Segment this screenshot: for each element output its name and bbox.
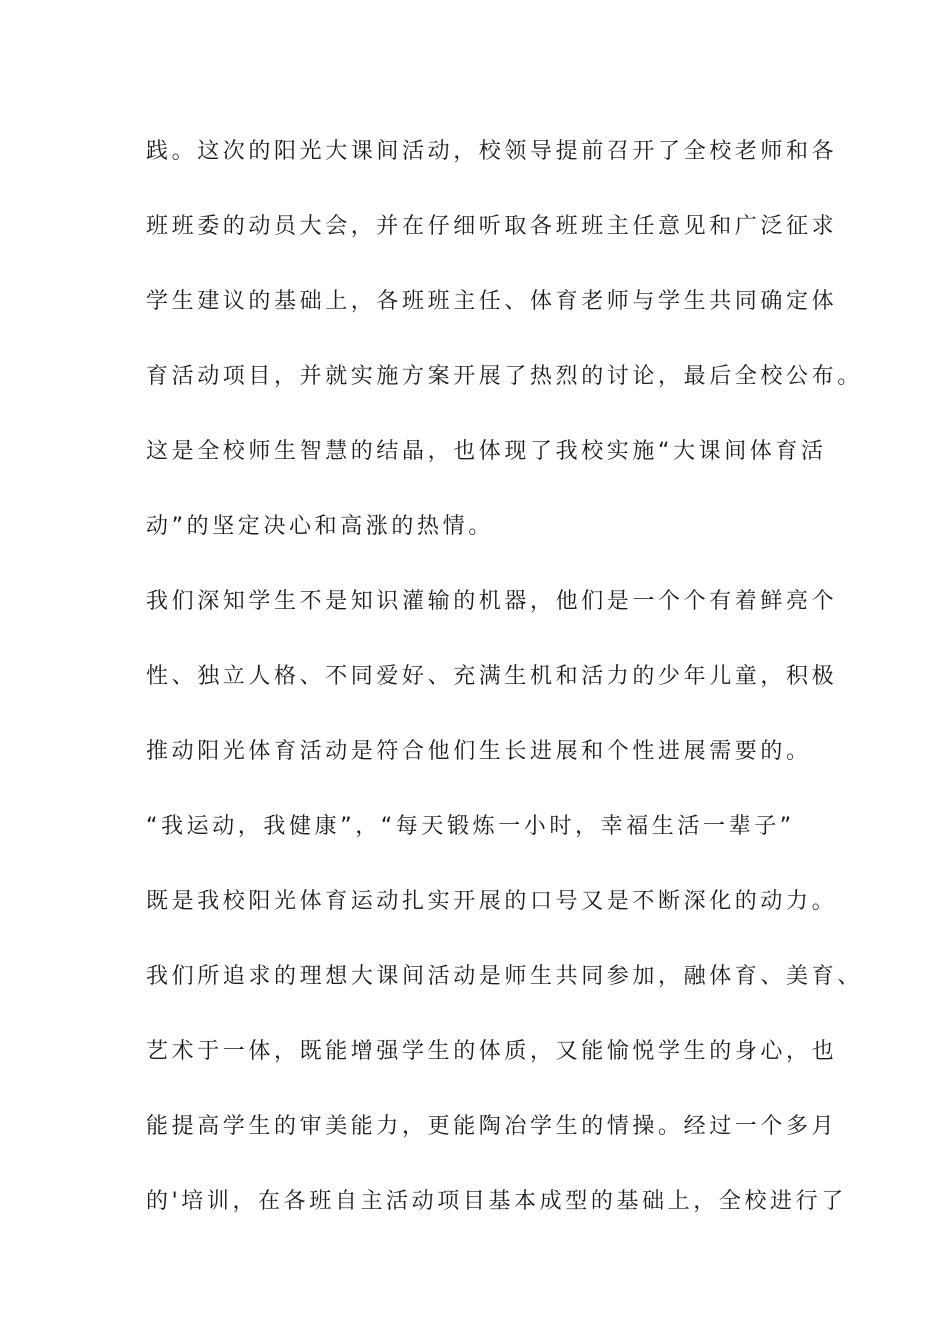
text-line: 学生建议的基础上，各班班主任、体育老师与学生共同确定体 (146, 289, 838, 314)
body-text (146, 128, 863, 1253)
text-line: 性、独立人格、不同爱好、充满生机和活力的少年儿童，积极 (146, 664, 838, 689)
text-line: “我运动，我健康”，“每天锻炼一小时，幸福生活一辈子” (146, 814, 795, 839)
text-line: 育活动项目，并就实施方案开展了热烈的讨论，最后全校公布。 (146, 364, 863, 389)
text-line: 我们所追求的理想大课间活动是师生共同参加，融体育、美育、 (146, 964, 863, 989)
text-line: 既是我校阳光体育运动扎实开展的口号又是不断深化的动力。 (146, 889, 838, 914)
text-line: 我们深知学生不是知识灌输的机器，他们是一个个有着鲜亮个 (146, 589, 838, 614)
text-line: 艺术于一体，既能增强学生的体质，又能愉悦学生的身心，也 (146, 1039, 838, 1064)
text-line: 的'培训，在各班自主活动项目基本成型的基础上，全校进行了 (146, 1189, 847, 1214)
text-line: 班班委的动员大会，并在仔细听取各班班主任意见和广泛征求 (146, 214, 838, 239)
text-line: 这是全校师生智慧的结晶，也体现了我校实施“大课间体育活 (146, 439, 827, 464)
text-line: 能提高学生的审美能力，更能陶冶学生的情操。经过一个多月 (146, 1114, 838, 1139)
text-line: 动”的坚定决心和高涨的热情。 (146, 514, 494, 539)
text-line: 践。这次的阳光大课间活动，校领导提前召开了全校老师和各 (146, 139, 838, 164)
text-line: 推动阳光体育活动是符合他们生长进展和个性进展需要的。 (146, 739, 812, 764)
